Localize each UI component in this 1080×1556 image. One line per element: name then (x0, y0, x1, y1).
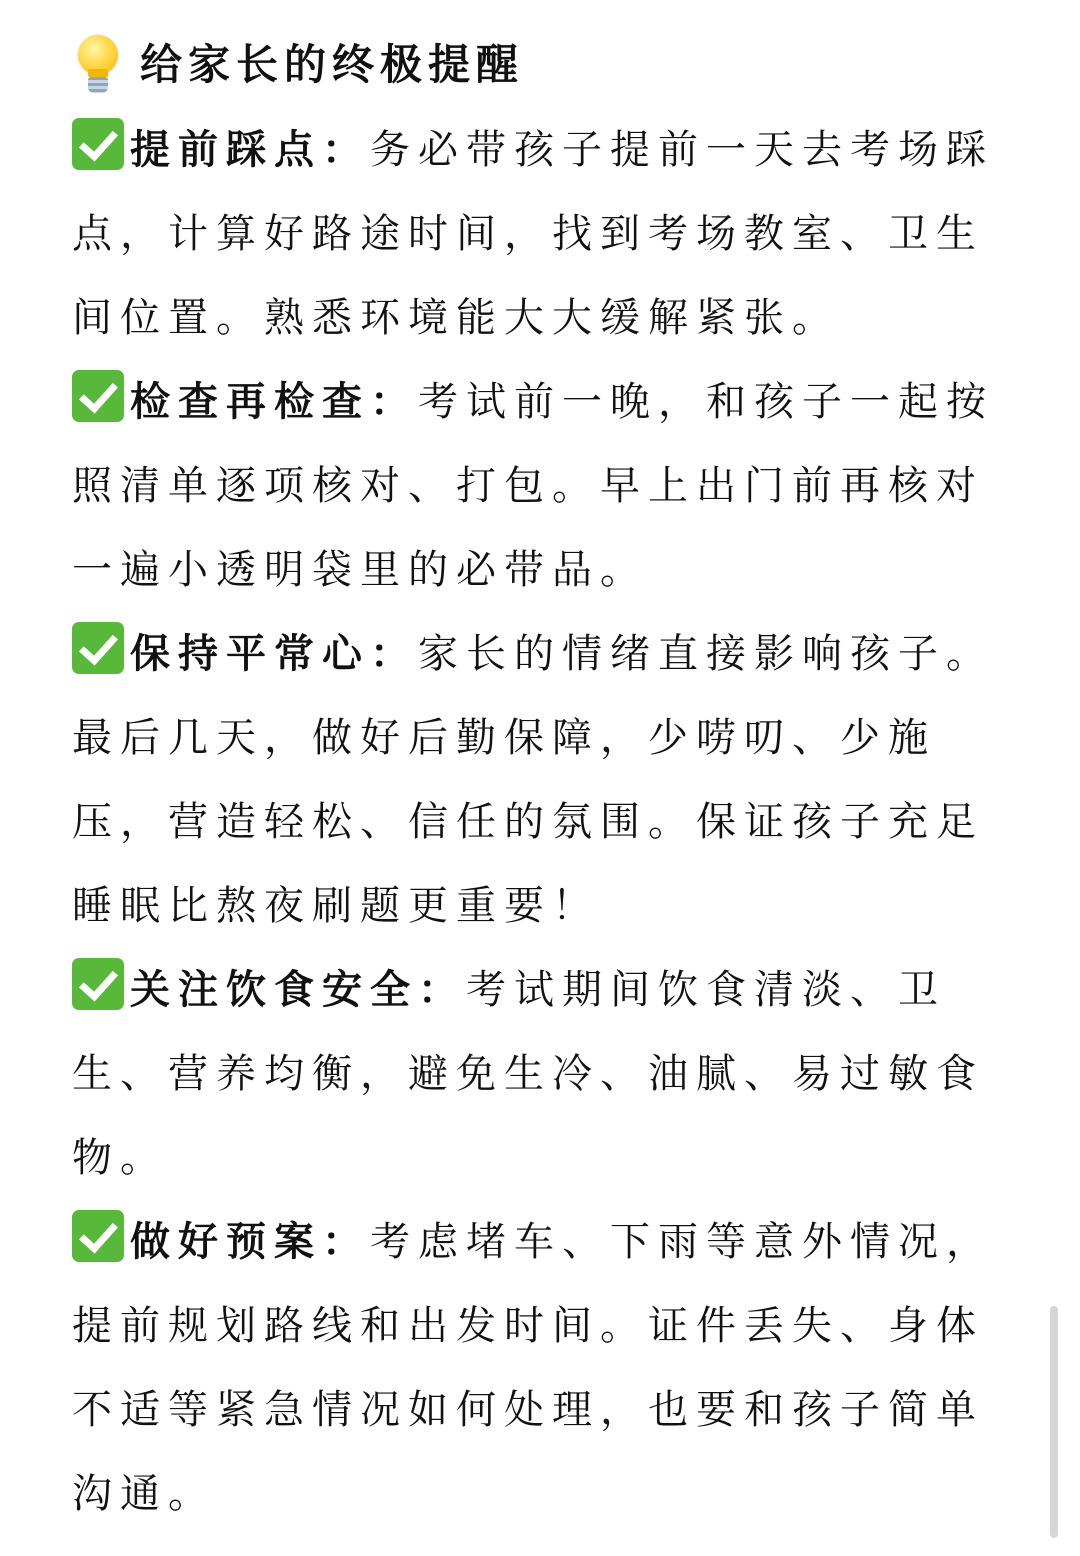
reminder-label: 做好预案： (130, 1219, 370, 1265)
reminder-item (72, 612, 1012, 948)
reminder-item (72, 360, 1012, 612)
light-bulb-icon (72, 33, 124, 97)
vertical-scrollbar[interactable] (1050, 1306, 1058, 1538)
reminder-label: 保持平常心： (130, 631, 418, 677)
check-mark-icon (72, 622, 124, 674)
reminder-text: 家长的情绪直接影响孩子。最后几天，做好后勤保障，少唠叨、少施压，营造轻松、信任的氛围。保证孩子充足睡眠比熬夜刷题更重要！ (72, 631, 994, 929)
reminder-text: 考试期间饮食清淡、卫生、营养均衡，避免生冷、油腻、易过敏食物。 (72, 967, 984, 1181)
reminder-label: 检查再检查： (130, 379, 418, 425)
check-mark-icon (72, 958, 124, 1010)
reminder-text: 考试前一晚，和孩子一起按照清单逐项核对、打包。早上出门前再核对一遍小透明袋里的必带品。 (72, 379, 994, 593)
reminder-item (72, 108, 1012, 360)
bulb-base (88, 77, 108, 93)
check-mark-icon (72, 370, 124, 422)
page-title: 给家长的终极提醒 (140, 40, 525, 89)
reminder-item (72, 948, 1012, 1200)
reminder-list (72, 108, 1012, 1536)
reminder-label: 提前踩点： (130, 127, 370, 173)
title-row (72, 30, 524, 100)
check-mark-icon (72, 118, 124, 170)
reminder-text: 务必带孩子提前一天去考场踩点，计算好路途时间，找到考场教室、卫生间位置。熟悉环境能大大缓解紧张。 (72, 127, 994, 341)
check-mark-icon (72, 1210, 124, 1262)
reminder-label: 关注饮食安全： (130, 967, 466, 1013)
reminder-item (72, 1200, 1012, 1536)
bulb-neck (88, 69, 108, 77)
reminder-text: 考虑堵车、下雨等意外情况，提前规划路线和出发时间。证件丢失、身体不适等紧急情况如何处理，也要和孩子简单沟通。 (72, 1219, 994, 1517)
